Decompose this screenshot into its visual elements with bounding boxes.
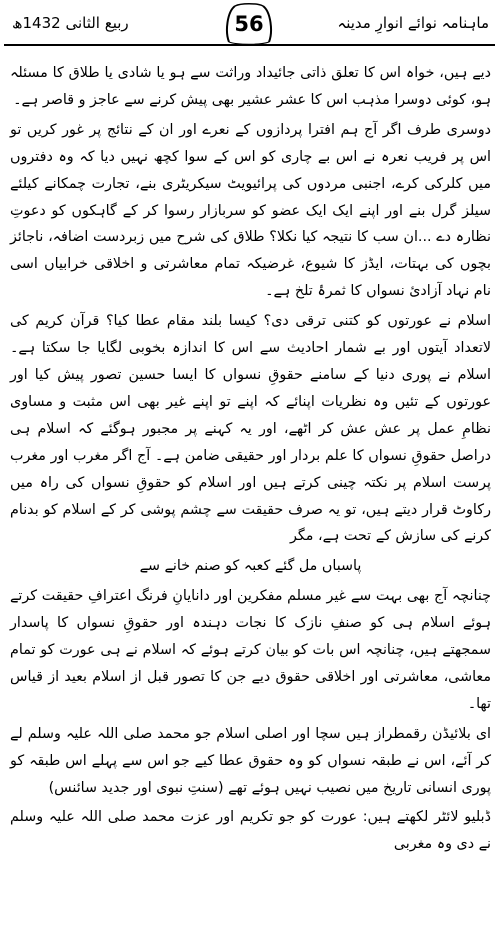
paragraph-4: چنانچہ آج بھی بہت سے غیر مسلم مفکرین اور دانایانِ فرنگ اعترافِ حقیقت کرتے ہوئے اسلام ہی کو صنفِ نازک کا نجات دہندہ اور حقوقِ نسواں کا پاسدار سمجھتے ہیں، چنانچہ اس بات کو بیان کرتے ہوئے کہ اسلام نے ہی عورت کو تمام معاشی، معاشرتی اور اخلاقی حقوق دیے جن کا تصور قبل از اسلام بعید از قیاس تھا۔ <box>10 588 491 712</box>
paragraph-3: اسلام نے عورتوں کو کتنی ترقی دی؟ کیسا بلند مقام عطا کیا؟ قرآن کریم کی لاتعداد آیتوں اور بے شمار احادیث سے اس کا اندازہ بخوبی لگایا جا سکتا ہے۔ اسلام نے پوری دنیا کے سامنے حقوقِ نسواں کا ایسا حسین تصور پیش کیا اور عورتوں کے تئیں وہ نظریات اپنائے کہ اپنے تو اپنے غیر بھی اس مثبت و مساوی نظامِ عمل پر عش عش کر اٹھے، اور یہ کہنے پر مجبور ہوگئے کہ اسلام ہی دراصل حقوقِ نسواں کا علم بردار اور حقیقی ضامن ہے۔ آج اگر مغرب اور مغرب پرست اسلام پر نکتہ چینی کرتے ہیں اور اسلام کو حقوقِ نسواں کی راہ میں رکاوٹ قرار دیتے ہیں، تو یہ صرف حقیقت سے چشم پوشی کر کے اسلام کو بدنام کرنے کی سازش کے تحت ہے، مگر <box>10 313 491 545</box>
poetry-verse: پاسباں مل گئے کعبہ کو صنم خانے سے <box>139 558 362 575</box>
paragraph-5: ای بلائیڈن رقمطراز ہیں سچا اور اصلی اسلام جو محمد صلی اللہ علیہ وسلم لے کر آئے، اس نے طبقہ نسواں کو وہ حقوق عطا کیے جو اس سے پہلے اس طبقہ کو پوری انسانی تاریخ میں نصیب نہیں ہوئے تھے (سنتِ نبوی اور جدید سائنس) <box>10 725 491 796</box>
page-number: 56 <box>234 12 264 36</box>
header-date: ربیع الثانی 1432ھ <box>12 14 129 32</box>
paragraph-6: ڈبلیو لائٹر لکھتے ہیں: عورت کو جو تکریم اور عزت محمد صلی اللہ علیہ وسلم نے دی وہ مغربی <box>10 809 491 853</box>
article-body <box>10 60 491 861</box>
header-magazine-title: ماہنامہ نوائے انوارِ مدینہ <box>337 14 489 32</box>
paragraph-1: دیے ہیں، خواہ اس کا تعلق ذاتی جائیداد وراثت سے ہو یا شادی یا طلاق کا مسئلہ ہو، کوئی دوسرا مذہب اس کا عشر عشیر بھی پیش کرنے سے عاجز و قاصر ہے۔ <box>10 65 491 108</box>
paragraph-2: دوسری طرف اگر آج ہم افترا پردازوں کے نعرے اور ان کے نتائج پر غور کریں تو اس پر فریب نعرہ نے اس بے چاری کو اس کے سوا کچھ نہیں دیا کہ وہ دفتروں میں کلرکی کرے، اجنبی مردوں کی پرائیویٹ سیکریٹری بنے، تجارت چمکانے کیلئے سیلز گرل بنے اور اپنے ایک ایک عضو کو سربازار رسوا کر کے گاہکوں کو دعوتِ نظارہ دے ...ان سب کا نتیجہ کیا نکلا؟ طلاق کی شرح میں زبردست اضافہ، ناجائز بچوں کی بہتات، ایڈز کا شیوع، غرضیکہ تمام معاشرتی و اخلاقی خرابیاں اسی نام نہاد آزادیٔ نسواں کا ثمرۂ تلخ ہے۔ <box>10 121 491 300</box>
header-divider <box>4 44 495 46</box>
page-number-badge <box>223 2 275 46</box>
page-header <box>0 0 499 56</box>
